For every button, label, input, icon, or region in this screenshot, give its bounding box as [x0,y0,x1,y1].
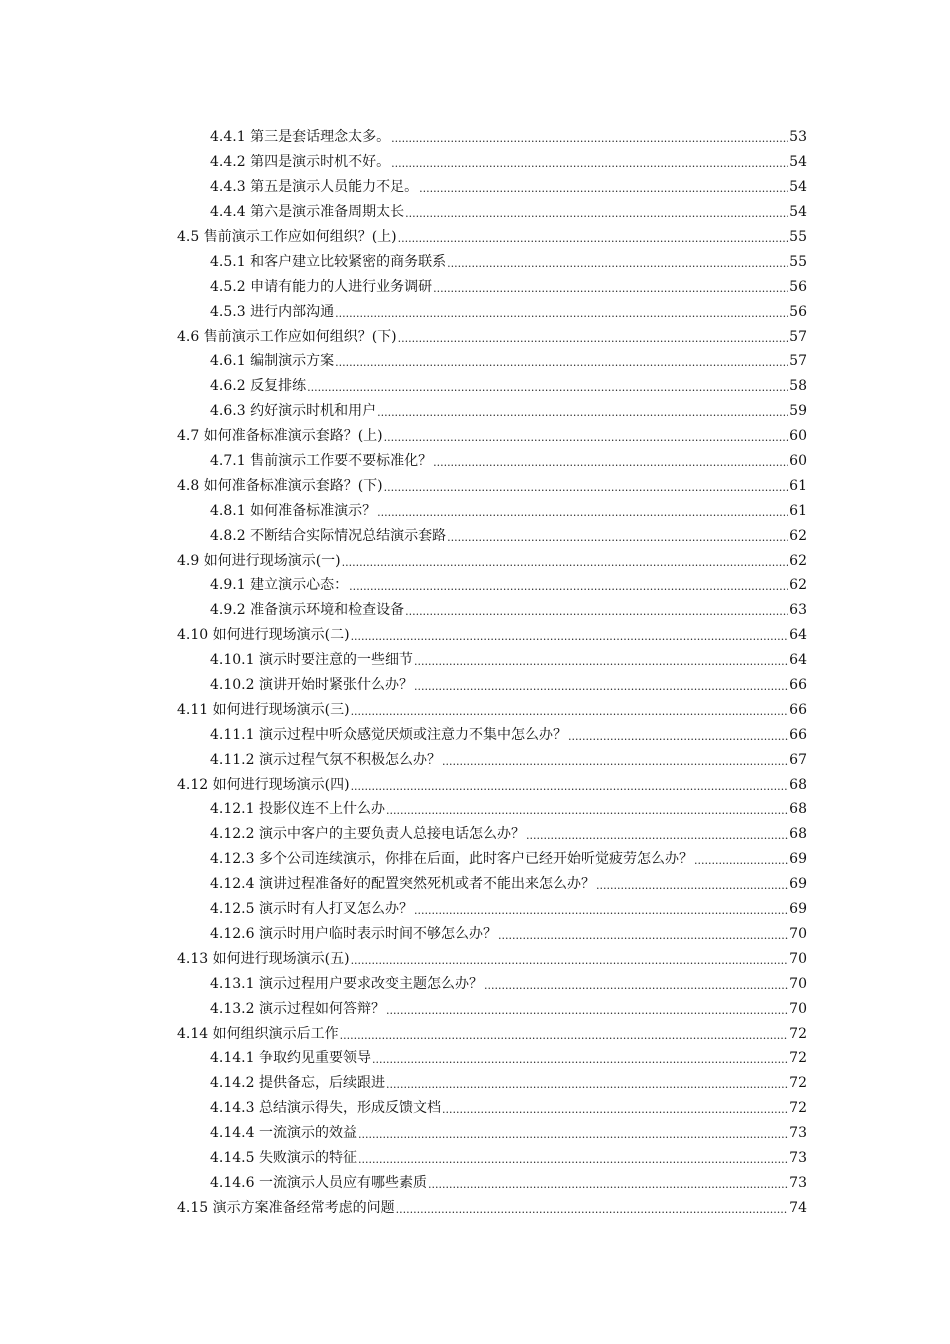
toc-entry-label: 如何组织演示后工作 [212,1025,339,1042]
toc-entry-title [210,1176,427,1190]
toc-page-number: 55 [789,253,807,270]
toc-entry-number: 4.15 [177,1199,209,1216]
toc-entry-title [210,653,413,667]
toc-entry-label: 总结演示得失，形成反馈文档 [258,1100,441,1117]
toc-entry[interactable] [177,897,807,922]
toc-entry-title [177,1027,339,1041]
toc-entry-title [210,802,385,816]
toc-entry-title [177,1201,395,1215]
toc-page-number: 66 [789,726,807,743]
toc-dot-leader [384,429,789,443]
toc-entry-number: 4.8.1 [210,502,246,519]
toc-dot-leader [391,130,788,144]
toc-dot-leader [433,454,788,468]
toc-dot-leader [335,354,788,368]
toc-page-number: 72 [789,1075,807,1092]
toc-dot-leader [442,753,788,767]
toc-dot-leader [351,703,789,717]
toc-entry-label: 售前演示工作应如何组织？(下) [203,328,397,345]
toc-page-number: 72 [789,1050,807,1067]
toc-entry-title [210,728,567,742]
toc-entry-number: 4.5.1 [210,253,246,270]
toc-entry-number: 4.12 [177,776,209,793]
toc-entry-label: 申请有能力的人进行业务调研 [250,278,433,295]
toc-dot-leader [414,653,788,667]
toc-entry-number: 4.7.1 [210,453,246,470]
toc-entry-label: 演示中客户的主要负责人总接电话怎么办？ [258,826,525,843]
toc-entry[interactable] [177,996,807,1021]
toc-page-number: 62 [789,552,807,569]
toc-page-number: 58 [789,378,807,395]
toc-entry-label: 编制演示方案 [250,353,335,370]
toc-dot-leader [384,479,789,493]
toc-entry-number: 4.10.2 [210,677,255,694]
toc-page-number: 63 [789,602,807,619]
toc-entry[interactable] [177,249,807,274]
toc-page-number: 60 [789,453,807,470]
toc-entry[interactable] [177,971,807,996]
toc-entry-number: 4.8 [177,477,200,494]
toc-entry-label: 进行内部沟通 [250,303,335,320]
toc-entry-label: 约好演示时机和用户 [250,403,377,420]
toc-entry[interactable] [177,747,807,772]
toc-entry-label: 一流演示的效益 [258,1125,357,1142]
toc-dot-leader [377,404,788,418]
toc-entry-number: 4.13 [177,950,209,967]
toc-entry-title [210,678,413,692]
toc-entry-title [210,255,446,269]
toc-entry-title [210,1076,385,1090]
toc-entry-label: 失败演示的特征 [258,1149,357,1166]
toc-entry[interactable] [177,648,807,673]
toc-entry-label: 建立演示心态： [250,577,349,594]
toc-page-number: 53 [789,129,807,146]
toc-entry-title [210,852,693,866]
toc-entry-title [210,927,497,941]
toc-entry-label: 演示时要注意的一些细节 [258,652,413,669]
toc-page-number: 64 [789,652,807,669]
toc-page-number: 61 [789,502,807,519]
toc-dot-leader [386,1076,788,1090]
toc-entry[interactable] [177,1170,807,1195]
toc-entry-title [177,429,383,443]
toc-entry-title [210,529,446,543]
toc-entry[interactable] [177,1121,807,1146]
toc-page-number: 56 [789,303,807,320]
toc-dot-leader [358,1126,788,1140]
toc-entry[interactable] [177,847,807,872]
toc-entry[interactable] [177,1046,807,1071]
toc-dot-leader [386,802,788,816]
toc-entry-title [177,330,397,344]
toc-entry[interactable] [177,1096,807,1121]
toc-page-number: 67 [789,751,807,768]
toc-dot-leader [433,280,788,294]
toc-dot-leader [414,902,788,916]
toc-page-number: 70 [789,925,807,942]
toc-page-number: 62 [789,577,807,594]
toc-entry-label: 和客户建立比较紧密的商务联系 [250,253,447,270]
toc-entry-label: 第五是演示人员能力不足。 [250,179,419,196]
toc-entry[interactable] [177,399,807,424]
toc-entry-number: 4.13.2 [210,1000,255,1017]
toc-entry-number: 4.6.1 [210,353,246,370]
toc-dot-leader [307,379,788,393]
toc-entry[interactable] [177,1021,807,1046]
toc-dot-leader [398,330,789,344]
toc-entry-label: 第三是套话理念太多。 [250,129,391,146]
toc-entry-label: 准备演示环境和检查设备 [250,602,405,619]
toc-page-number: 69 [789,851,807,868]
toc-entry-title [210,902,413,916]
toc-entry-label: 提供备忘，后续跟进 [258,1075,385,1092]
toc-entry[interactable] [177,598,807,623]
toc-entry-label: 售前演示工作要不要标准化？ [250,453,433,470]
toc-entry-number: 4.11 [177,701,209,718]
toc-dot-leader [484,977,788,991]
toc-entry-number: 4.4.1 [210,129,246,146]
toc-entry[interactable] [177,573,807,598]
toc-page-number: 62 [789,527,807,544]
toc-entry-number: 4.4.4 [210,204,246,221]
toc-entry-label: 争取约见重要领导 [258,1050,371,1067]
toc-entry[interactable] [177,299,807,324]
toc-entry-number: 4.12.3 [210,851,255,868]
toc-dot-leader [377,504,788,518]
toc-entry-label: 演示时有人打叉怎么办？ [258,901,413,918]
toc-entry-number: 4.9.2 [210,602,246,619]
toc-page-number: 59 [789,403,807,420]
toc-entry-title [177,230,397,244]
toc-dot-leader [386,1002,788,1016]
toc-page-number: 74 [789,1199,807,1216]
toc-page-number: 70 [789,1000,807,1017]
toc-dot-leader [340,1027,789,1041]
toc-entry[interactable] [177,523,807,548]
toc-entry-title [210,877,595,891]
toc-entry-number: 4.10.1 [210,652,255,669]
toc-entry-label: 投影仪连不上什么办 [258,801,385,818]
toc-entry-label: 如何进行现场演示(三) [212,701,350,718]
toc-entry-number: 4.11.1 [210,726,255,743]
toc-page-number: 73 [789,1174,807,1191]
toc-page-number: 54 [789,179,807,196]
toc-entry-title [210,205,404,219]
toc-entry-label: 一流演示人员应有哪些素质 [258,1174,427,1191]
toc-entry-label: 如何进行现场演示(二) [212,627,350,644]
toc-entry-number: 4.14.4 [210,1125,255,1142]
toc-entry-title [210,578,348,592]
toc-entry-title [177,554,341,568]
toc-entry-number: 4.5.2 [210,278,246,295]
toc-entry-number: 4.9.1 [210,577,246,594]
toc-entry-label: 如何进行现场演示(一) [203,552,341,569]
toc-entry-number: 4.12.2 [210,826,255,843]
toc-page-number: 69 [789,901,807,918]
toc-page-number: 73 [789,1125,807,1142]
toc-entry-title [210,454,432,468]
toc-entry-label: 如何准备标准演示套路？(下) [203,477,383,494]
toc-page-number: 55 [789,229,807,245]
toc-entry-number: 4.12.6 [210,925,255,942]
toc-entry-title [177,628,350,642]
toc-entry-number: 4.14.2 [210,1075,255,1092]
toc-entry-title [177,479,383,493]
toc-dot-leader [428,1176,788,1190]
toc-entry[interactable] [177,150,807,175]
toc-entry-title [210,753,441,767]
toc-entry[interactable] [177,498,807,523]
toc-entry-title [210,130,390,144]
toc-page-number: 72 [789,1100,807,1117]
toc-entry-title [210,1151,357,1165]
toc-entry-title [210,280,432,294]
toc-dot-leader [342,554,789,568]
toc-dot-leader [335,305,788,319]
toc-entry[interactable] [177,200,807,225]
toc-entry-title [210,977,483,991]
toc-entry[interactable] [177,697,807,722]
toc-entry-title [177,703,350,717]
toc-dot-leader [405,603,788,617]
toc-entry-title [210,827,525,841]
toc-entry-number: 4.4.2 [210,154,246,171]
toc-entry[interactable] [177,1071,807,1096]
toc-entry-label: 演示方案准备经常考虑的问题 [212,1199,395,1216]
toc-dot-leader [526,827,788,841]
toc-dot-leader [568,728,788,742]
toc-entry-number: 4.6 [177,328,200,345]
toc-entry-number: 4.11.2 [210,751,255,768]
toc-entry-label: 如何准备标准演示套路？(上) [203,428,383,445]
toc-page-number: 70 [789,975,807,992]
toc-entry-label: 第六是演示准备周期太长 [250,204,405,221]
toc-page-number: 72 [789,1025,807,1042]
toc-dot-leader [372,1051,788,1065]
toc-entry-title [177,778,350,792]
toc-entry[interactable] [177,125,807,150]
toc-dot-leader [596,877,788,891]
toc-entry-number: 4.13.1 [210,975,255,992]
toc-dot-leader [396,1201,789,1215]
toc-entry[interactable] [177,449,807,474]
toc-entry[interactable] [177,324,807,349]
toc-entry[interactable] [177,772,807,797]
toc-entry[interactable] [177,623,807,648]
toc-entry-label: 不断结合实际情况总结演示套路 [250,527,447,544]
toc-entry-title [210,305,334,319]
toc-page-number: 66 [789,677,807,694]
toc-entry-number: 4.12.1 [210,801,255,818]
toc-page-number: 73 [789,1149,807,1166]
toc-entry-label: 演示过程如何答辩？ [258,1000,385,1017]
toc-entry-number: 4.6.3 [210,403,246,420]
toc-dot-leader [447,529,788,543]
toc-entry-number: 4.14.6 [210,1174,255,1191]
toc-entry-title [210,379,306,393]
toc-entry-title [210,1126,357,1140]
toc-page-number: 57 [789,353,807,370]
toc-dot-leader [442,1101,788,1115]
toc-entry-number: 4.5.3 [210,303,246,320]
toc-entry-title [210,155,390,169]
toc-dot-leader [351,952,789,966]
toc-entry-title [210,404,376,418]
toc-entry-label: 演示时用户临时表示时间不够怎么办？ [258,925,497,942]
toc-entry-number: 4.14.5 [210,1149,255,1166]
toc-entry-number: 4.8.2 [210,527,246,544]
toc-page-number: 68 [789,776,807,793]
toc-entry-label: 演示过程用户要求改变主题怎么办？ [258,975,483,992]
toc-dot-leader [391,155,788,169]
toc-dot-leader [447,255,788,269]
toc-entry-number: 4.14.1 [210,1050,255,1067]
toc-entry-title [177,952,350,966]
toc-entry-label: 如何准备标准演示？ [250,502,377,519]
toc-page-number: 68 [789,826,807,843]
toc-entry-number: 4.5 [177,229,200,245]
toc-entry-number: 4.10 [177,627,209,644]
toc-entry-title [210,180,418,194]
toc-entry-number: 4.6.2 [210,378,246,395]
toc-dot-leader [351,778,789,792]
toc-entry-number: 4.14.3 [210,1100,255,1117]
toc-entry[interactable] [177,797,807,822]
toc-entry-label: 第四是演示时机不好。 [250,154,391,171]
toc-entry-label: 演示过程中听众感觉厌烦或注意力不集中怎么办？ [258,726,567,743]
toc-entry[interactable] [177,1195,807,1220]
toc-page-number: 66 [789,701,807,718]
table-of-contents [177,125,807,1220]
toc-entry[interactable] [177,822,807,847]
toc-page-number: 60 [789,428,807,445]
toc-entry-number: 4.12.5 [210,901,255,918]
toc-entry-number: 4.7 [177,428,200,445]
toc-dot-leader [405,205,788,219]
toc-entry-title [210,1051,371,1065]
toc-entry[interactable] [177,922,807,947]
toc-entry[interactable] [177,349,807,374]
toc-entry-title [210,1002,385,1016]
toc-page-number: 64 [789,627,807,644]
toc-entry-label: 演讲开始时紧张什么办？ [258,677,413,694]
toc-entry-label: 多个公司连续演示，你排在后面，此时客户已经开始听觉疲劳怎么办？ [258,851,693,868]
toc-entry-title [210,603,404,617]
toc-entry[interactable] [177,1146,807,1171]
toc-entry[interactable] [177,175,807,200]
toc-page-number: 56 [789,278,807,295]
toc-page-number: 57 [789,328,807,345]
toc-entry[interactable] [177,872,807,897]
toc-entry[interactable] [177,473,807,498]
toc-page-number: 54 [789,154,807,171]
toc-entry-label: 反复排练 [250,378,307,395]
toc-entry[interactable] [177,722,807,747]
toc-dot-leader [358,1151,788,1165]
toc-entry-title [210,1101,441,1115]
toc-entry-label: 如何进行现场演示(四) [212,776,350,793]
toc-dot-leader [349,578,788,592]
toc-dot-leader [414,678,788,692]
toc-page-number: 69 [789,876,807,893]
toc-entry-number: 4.4.3 [210,179,246,196]
toc-page-number: 70 [789,950,807,967]
toc-entry[interactable] [177,225,807,250]
toc-entry[interactable] [177,548,807,573]
toc-entry-title [210,504,376,518]
toc-dot-leader [398,230,789,244]
toc-entry[interactable] [177,424,807,449]
toc-entry-number: 4.12.4 [210,876,255,893]
toc-dot-leader [351,628,789,642]
toc-entry[interactable] [177,946,807,971]
toc-entry[interactable] [177,374,807,399]
toc-entry-label: 如何进行现场演示(五) [212,950,350,967]
toc-entry-number: 4.14 [177,1025,209,1042]
toc-dot-leader [694,852,788,866]
toc-page-number: 68 [789,801,807,818]
toc-entry[interactable] [177,274,807,299]
toc-dot-leader [419,180,788,194]
toc-entry-number: 4.9 [177,552,200,569]
toc-entry-label: 演讲过程准备好的配置突然死机或者不能出来怎么办？ [258,876,595,893]
toc-page-number: 61 [789,477,807,494]
toc-entry[interactable] [177,673,807,698]
toc-page-number: 54 [789,204,807,221]
toc-dot-leader [498,927,788,941]
toc-entry-title [210,354,334,368]
toc-entry-label: 演示过程气氛不积极怎么办？ [258,751,441,768]
toc-entry-label: 售前演示工作应如何组织？(上) [203,229,397,245]
